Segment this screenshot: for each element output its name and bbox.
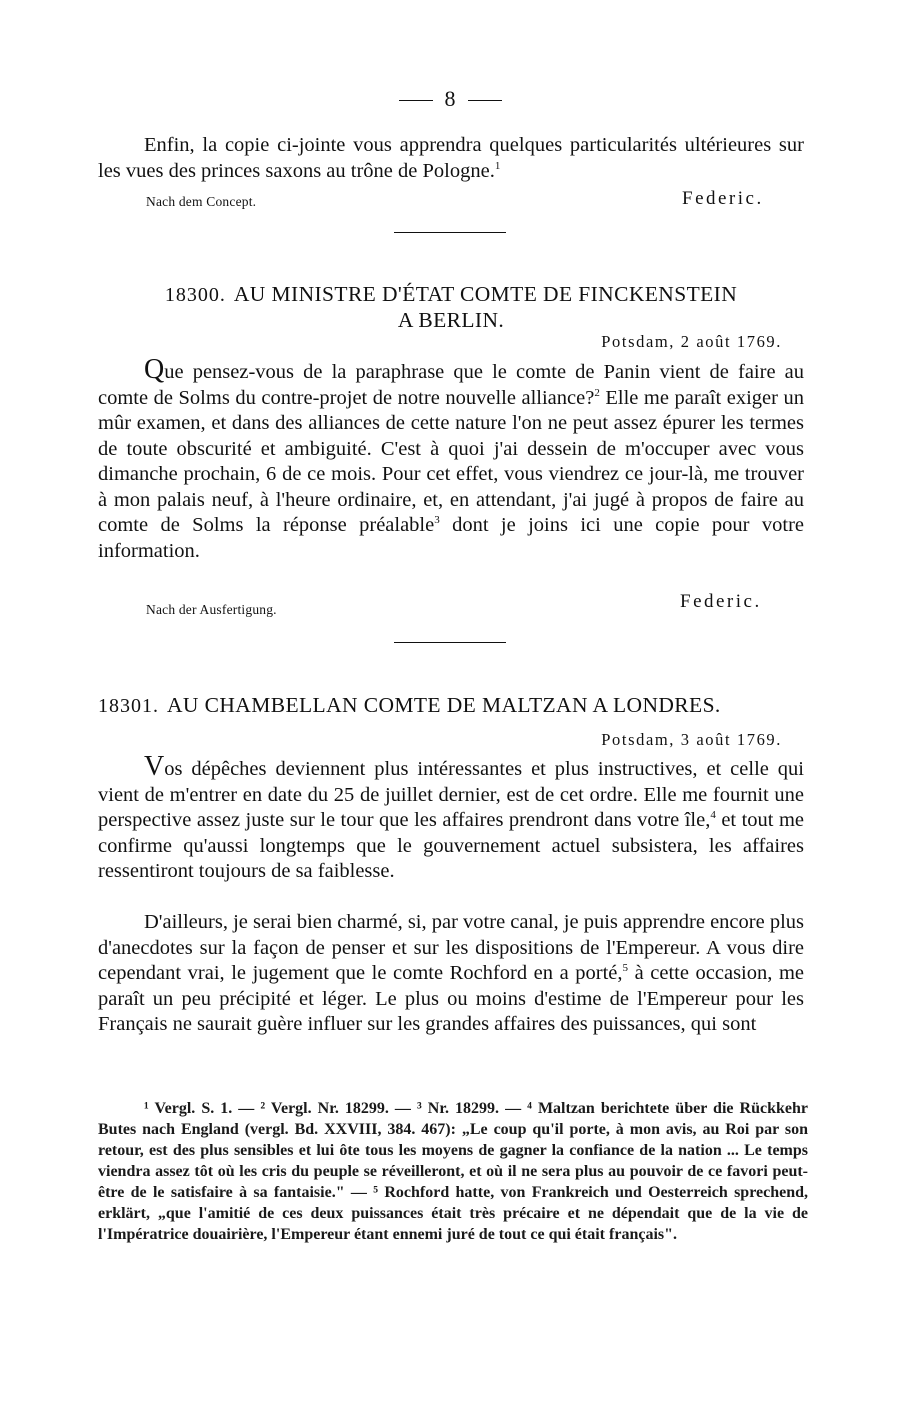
letter-18300-text-c: dont je joins ici une copie pour votre information. (98, 514, 804, 562)
intro-paragraph (98, 133, 804, 184)
letter-18300-body (98, 354, 804, 564)
section-divider-2 (394, 642, 506, 643)
letter-18300-title-line2: A BERLIN. (397, 308, 505, 332)
letter-18301-initial: V (144, 751, 165, 782)
letter-18300-text-b: Elle me paraît exiger un mûr examen, et dans des alliances de cette nature l'on ne peut assez épurer les termes de toute obscurité et ambiguité. C'est à quoi j'ai dessein de m'occuper avec vous dimanche prochain, 6 de ce mois. Pour cet effet, vous viendrez ce jour-là, me trouver à mon palais neuf, à l'heure ordinaire, et, en attendant, j'ai jugé à propos de faire au comte de Solms la réponse préalable (98, 386, 804, 536)
letter-18301-p2-a: D'ailleurs, je serai bien charmé, si, par votre canal, je puis apprendre encore plus d'anecdotes sur la façon de penser et sur les dispositions de l'Empereur. A vous dire cependant vrai, le jugement que le comte Rochford en a porté, (98, 911, 804, 984)
letter-18301-heading (98, 693, 804, 718)
letter-18301-number: 18301. (98, 695, 159, 717)
header-dash-left (399, 100, 433, 101)
letter-18300-text-a: ue pensez-vous de la paraphrase que le comte de Panin vient de faire au comte de Solms du contre-projet de notre nouvelle alliance? (98, 361, 804, 409)
letter-18301-p1-a: os dépêches deviennent plus intéressantes et plus instructives, et celle qui vient de m'entrer en date du 25 de juillet dernier, est de cet ordre. Elle me fournit une perspective assez juste sur le tour que les affaires prendront dans votre île, (98, 758, 804, 831)
letter-18301-paragraph-1 (98, 751, 804, 885)
letter-18300-title-line1: AU MINISTRE D'ÉTAT COMTE DE FINCKENSTEIN (233, 282, 738, 306)
section-divider-1 (394, 232, 506, 233)
letter-18301-title: AU CHAMBELLAN COMTE DE MALTZAN A LONDRES. (167, 693, 721, 717)
footnote-ref-2: 2 (594, 386, 600, 399)
intro-text: Enfin, la copie ci-jointe vous apprendra quelques particularités ultérieures sur les vues des princes saxons au trône de Pologne. (98, 134, 804, 182)
intro-signature: Federic. (682, 188, 764, 209)
page-header (0, 86, 900, 112)
letter-18300-source-note: Nach der Ausfertigung. (146, 602, 277, 617)
footnotes (98, 1098, 808, 1245)
letter-18300-signature: Federic. (680, 591, 762, 612)
letter-18301-p1-b: et tout me confirme qu'aussi longtemps que le gouvernement actuel subsistera, les affaires ressentiront toujours de sa faiblesse. (98, 809, 804, 882)
letter-18300-heading (98, 282, 804, 307)
letter-18301-paragraph-2 (98, 910, 804, 1038)
footnote-ref-3: 3 (434, 514, 440, 526)
letter-18301-place-date: Potsdam, 3 août 1769. (601, 730, 782, 749)
letter-18301-p2-b: à cette occasion, me paraît un peu précipité et léger. Le plus ou moins d'estime de l'Empereur pour les Français ne saurait guère influer sur les grandes affaires des puissances, qui sont (98, 962, 804, 1035)
letter-18300-number: 18300. (164, 284, 226, 306)
letter-18300-place-date: Potsdam, 2 août 1769. (601, 332, 782, 351)
footnotes-text: ¹ Vergl. S. 1. — ² Vergl. Nr. 18299. — ³ Nr. 18299. — ⁴ Maltzan berichtete über die Rückkehr Butes nach England (vergl. Bd. XXVIII, 384. 467): „Le coup qu'il porte, à mon avis, au Roi par son retour, est des plus sensibles et lui ôte tous les moyens de gagner la confiance de la nation ... Le temps viendra assez tôt où les cris du peuple se réveilleront, et où il ne sera plus au pouvoir de ce favori peut-être de le satisfaire à sa fantaisie." — ⁵ Rochford hatte, von Frankreich und Oesterreich sprechend, erklärt, „que l'amitié de ces deux puissances était très précaire et ne dépendait que de la vie de l'Impératrice douairière, l'Empereur étant ennemi juré de tout ce qui était français". (98, 1100, 808, 1243)
header-dash-right (468, 100, 502, 101)
intro-source-note: Nach dem Concept. (146, 194, 257, 209)
footnote-ref-4: 4 (710, 809, 716, 821)
footnote-ref-1: 1 (494, 159, 501, 172)
page-number: 8 (444, 86, 456, 111)
footnote-ref-5: 5 (622, 962, 629, 974)
letter-18300-initial: Q (144, 354, 165, 385)
